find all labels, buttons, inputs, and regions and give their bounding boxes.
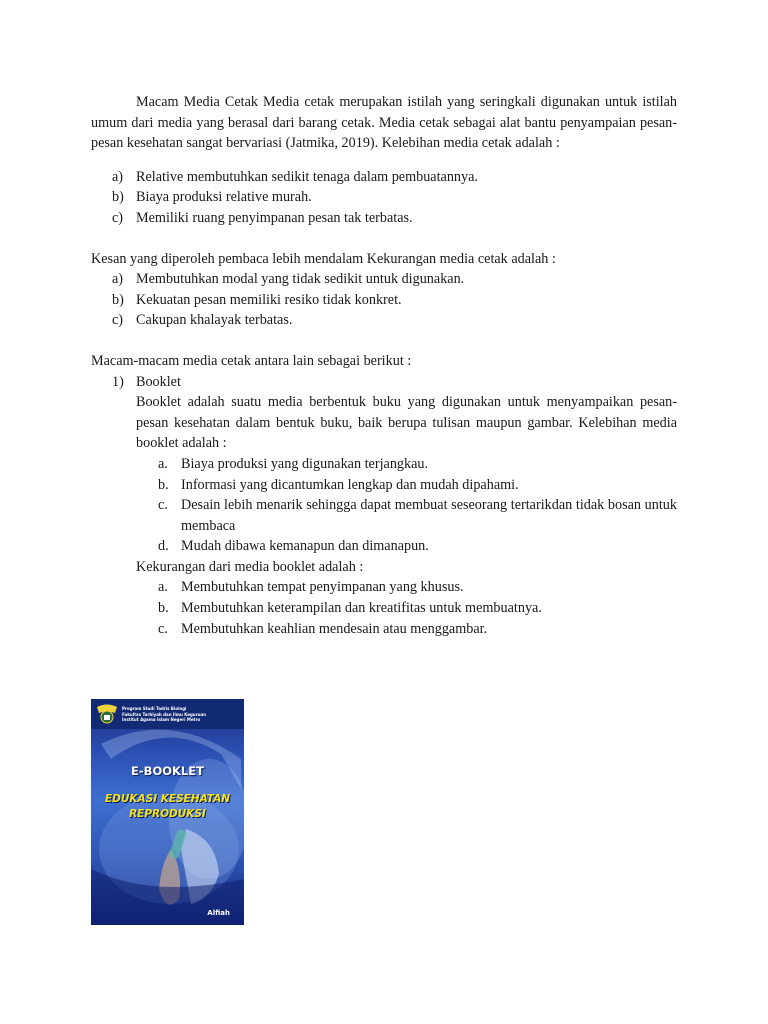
list-item-text: Membutuhkan keahlian mendesain atau menggambar. bbox=[181, 620, 488, 637]
list-marker: a. bbox=[158, 579, 168, 596]
list-item-text: Relative membutuhkan sedikit tenaga dalam pembuatannya. bbox=[136, 168, 478, 185]
list-item bbox=[91, 290, 677, 311]
list-marker: c. bbox=[158, 497, 168, 514]
cover-subtitle-line: EDUKASI KESEHATAN bbox=[104, 793, 230, 805]
booklet-advantages-list bbox=[136, 454, 677, 557]
booklet-description: Booklet adalah suatu media berbentuk buku yang digunakan untuk menyampaikan pesan-pesan kesehatan dalam bentuk buku, baik berupa tulisan maupun gambar. Kelebihan media booklet adalah : bbox=[136, 394, 677, 452]
list-marker: b. bbox=[158, 476, 169, 493]
document-body bbox=[91, 92, 677, 639]
institution-logo-icon bbox=[95, 703, 119, 725]
list-item-text: Biaya produksi yang digunakan terjangkau. bbox=[181, 455, 429, 472]
list-item-text: Membutuhkan tempat penyimpanan yang khusus. bbox=[181, 579, 464, 596]
list-marker: d. bbox=[158, 538, 169, 555]
list-item bbox=[136, 536, 677, 557]
list-item bbox=[91, 310, 677, 331]
list-marker: c. bbox=[158, 620, 168, 637]
list-item-text: Biaya produksi relative murah. bbox=[136, 189, 312, 206]
list-item-text: Kekuatan pesan memiliki resiko tidak konkret. bbox=[136, 291, 402, 308]
cover-institution bbox=[122, 706, 240, 723]
list-item-text: Membutuhkan modal yang tidak sedikit untuk digunakan. bbox=[136, 271, 465, 288]
list-item-text: Membutuhkan keterampilan dan kreatifitas untuk membuatnya. bbox=[181, 600, 542, 617]
list-marker: b) bbox=[112, 291, 124, 308]
list-marker: b) bbox=[112, 189, 124, 206]
e-booklet-cover-image bbox=[91, 699, 244, 925]
list-marker: a. bbox=[158, 455, 168, 472]
list-item bbox=[91, 208, 677, 229]
list-item-text: Informasi yang dicantumkan lengkap dan mudah dipahami. bbox=[181, 476, 519, 493]
list-marker: b. bbox=[158, 600, 169, 617]
booklet-title: Booklet bbox=[136, 373, 181, 390]
types-intro: Macam-macam media cetak antara lain sebagai berikut : bbox=[91, 352, 412, 369]
list-marker: c) bbox=[112, 312, 124, 329]
list-item bbox=[136, 495, 677, 536]
cover-institution-line: Fakultas Tarbiyah dan Ilmu Keguruan bbox=[122, 711, 207, 717]
list-item-text: Cakupan khalayak terbatas. bbox=[136, 312, 293, 329]
list-item-text: Memiliki ruang penyimpanan pesan tak terbatas. bbox=[136, 209, 413, 226]
list-item bbox=[91, 269, 677, 290]
list-item bbox=[136, 598, 677, 619]
list-item bbox=[91, 187, 677, 208]
cover-author: Alfiah bbox=[207, 909, 230, 917]
cover-title: E-BOOKLET bbox=[131, 764, 204, 778]
list-marker: c) bbox=[112, 209, 124, 226]
print-media-disadvantages-list bbox=[91, 269, 677, 331]
booklet-disadvantages-list bbox=[136, 577, 677, 639]
cover-institution-line: Program Studi Tadris Biologi bbox=[122, 706, 187, 711]
list-item bbox=[136, 454, 677, 475]
list-item-text: Desain lebih menarik sehingga dapat membuat seseorang tertarikdan tidak bosan untuk membaca bbox=[181, 497, 677, 534]
list-item bbox=[136, 577, 677, 598]
list-marker: a) bbox=[112, 168, 124, 185]
list-item bbox=[136, 475, 677, 496]
list-item bbox=[91, 167, 677, 188]
booklet-disadvantages-intro: Kekurangan dari media booklet adalah : bbox=[136, 558, 364, 575]
print-media-advantages-list bbox=[91, 167, 677, 229]
list-marker: 1) bbox=[112, 373, 124, 390]
cover-subtitle-line: REPRODUKSI bbox=[129, 808, 206, 820]
cover-subtitle bbox=[91, 792, 244, 822]
booklet-heading bbox=[91, 372, 677, 393]
list-item bbox=[136, 619, 677, 640]
list-marker: a) bbox=[112, 271, 124, 288]
cover-institution-line: Institut Agama Islam Negeri Metro bbox=[122, 717, 201, 722]
list-item-text: Mudah dibawa kemanapun dan dimanapun. bbox=[181, 538, 429, 555]
intro-paragraph: Macam Media Cetak Media cetak merupakan istilah yang seringkali digunakan untuk istilah umum dari media yang berasal dari barang cetak. Media cetak sebagai alat bantu penyampaian pesan-pesan kesehatan sangat bervariasi (Jatmika, 2019). Kelebihan media cetak adalah : bbox=[91, 94, 677, 152]
disadvantages-intro: Kesan yang diperoleh pembaca lebih mendalam Kekurangan media cetak adalah : bbox=[91, 250, 556, 267]
